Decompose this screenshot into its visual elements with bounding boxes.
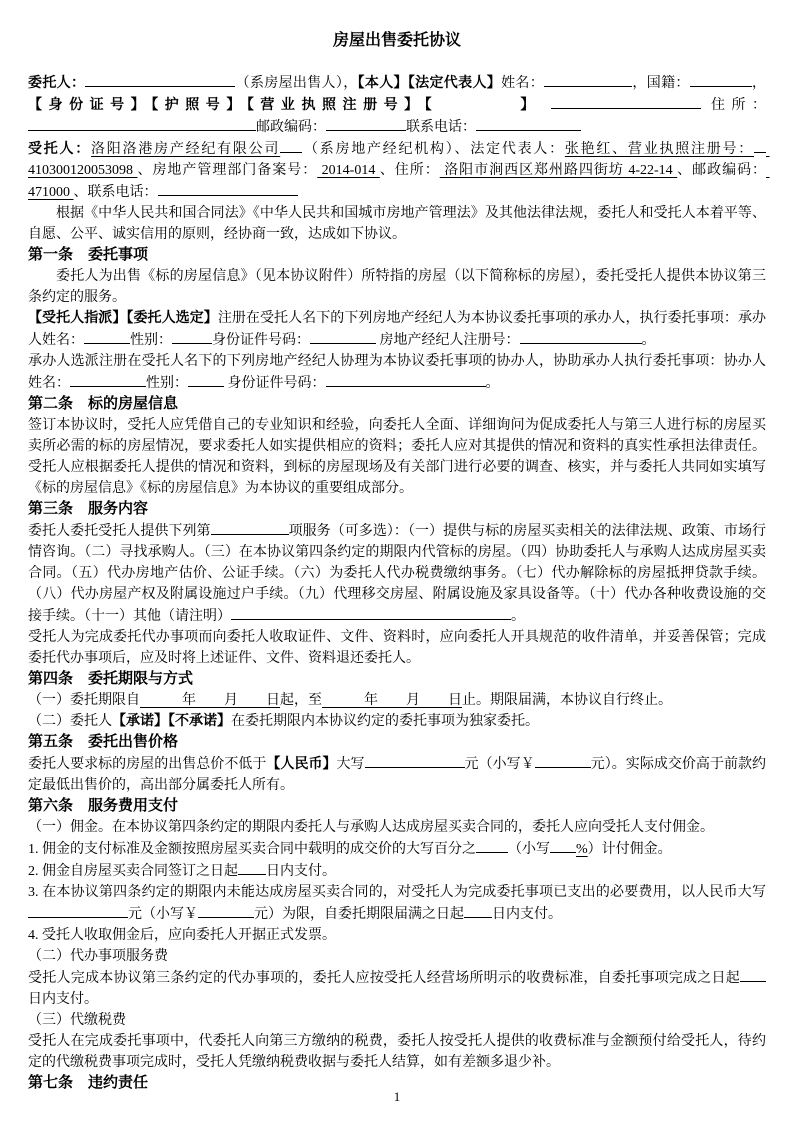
text-segment: 日内支付。 (28, 992, 98, 1007)
fill-in-blank (70, 372, 146, 387)
text-segment: 。 (511, 609, 525, 624)
fill-in-blank (520, 329, 642, 344)
document-body (28, 72, 770, 1094)
paragraph (28, 838, 766, 860)
text-segment: 元）为限，自委托期限届满之日起 (254, 907, 464, 922)
text-segment: 第六条 服务费用支付 (28, 798, 179, 814)
fill-in-blank (365, 753, 465, 768)
text-segment: 日内支付。 (492, 907, 562, 922)
paragraph (28, 753, 766, 796)
fill-in-blank (690, 72, 752, 87)
text-segment: 张艳红、营业执照注册号： (564, 142, 755, 157)
section-heading (28, 499, 766, 520)
text-segment: 性别： (146, 376, 188, 391)
text-segment: 邮政编码： (256, 120, 326, 135)
text-segment: 年 月 日 (140, 693, 280, 708)
paragraph (28, 711, 766, 732)
text-segment: （小写 (508, 842, 550, 857)
text-segment: ，国籍： (632, 76, 690, 91)
text-segment: 洛阳市涧西区郑州路四街坊 4-22-14 (439, 163, 678, 178)
document-title: 房屋出售委托协议 (332, 32, 461, 49)
text-segment: 元）。实际成交价高于前款约定最低出售价的，高出部分属委托人所有。 (28, 757, 767, 793)
paragraph (28, 308, 766, 351)
text-segment: 项服务（可多选）：（一）提供与标的房屋买卖相关的法律法规、政策、市场行情咨询。（二）寻找承购人。（三）在本协议第四条约定的期限内代管标的房屋。（四）协助委托人与承购人达成房屋买卖合同。（五）代办房地产估价、公证手续。（六）为委托人代办税费缴纳事务。（七）代办解除标的房屋抵押贷款手续。（八）代办房屋产权及附属设施过户手续。（九）代理移交房屋、附属设施及家具设备等。（十）代办各种收费设施的交接手续。（十一）其他（请注明） (28, 524, 767, 624)
section-heading (28, 394, 766, 415)
text-segment: 住所： (700, 98, 767, 113)
text-segment: 【身份证号】【护照号】【营业执照注册号】【 】 (28, 98, 541, 113)
fill-in-blank (326, 116, 406, 131)
section-heading (28, 796, 766, 817)
fill-in-blank (740, 967, 766, 982)
text-segment: 起，至 (280, 693, 322, 708)
text-segment: 受托人完成本协议第三条约定的代办事项的，委托人应按受托人经营场所明示的收费标准，自委托事项完成之日起 (28, 971, 740, 986)
text-segment: 。 (641, 333, 656, 348)
text-segment: 【人民币】 (266, 757, 337, 772)
text-segment: 4. 受托人收取佣金后，应向委托人开据正式发票。 (28, 928, 336, 943)
text-segment: 联系电话： (406, 120, 476, 135)
text-segment: （一）委托期限自 (28, 693, 140, 708)
text-segment: % (576, 842, 588, 857)
text-segment: ）计付佣金。 (587, 842, 672, 857)
text-segment: 洛阳洛港房产经纪有限公司 (91, 142, 281, 157)
paragraph (28, 925, 766, 946)
fill-in-blank (544, 72, 632, 87)
paragraph (28, 882, 766, 925)
fill-in-blank (535, 753, 591, 768)
paragraph (28, 203, 766, 245)
text-segment: （系房地产经纪机构）、法定代表人： (302, 142, 565, 157)
text-segment: 注册在受托人名下的下列房地产经纪人为本协议委托事项的承办人，执行委托事项：承办人姓名： (28, 311, 767, 348)
section-heading (28, 245, 766, 266)
text-segment: 大写 (336, 757, 365, 772)
paragraph (28, 415, 766, 499)
text-segment (541, 98, 551, 113)
fill-in-blank (198, 903, 254, 918)
text-segment: （二）委托人 (28, 714, 112, 729)
text-segment: 元（小写￥ (128, 907, 198, 922)
fill-in-blank (28, 116, 256, 131)
text-segment: 、邮政编码： (677, 163, 767, 178)
paragraph (28, 138, 770, 203)
text-segment: 承办人选派注册在受托人名下的下列房地产经纪人协理为本协议委托事项的协办人，协助承办人执行委托事项：协办人姓名： (28, 354, 766, 391)
paragraph (28, 967, 766, 1010)
paragraph (28, 946, 766, 967)
text-segment: （一）佣金。在本协议第四条约定的期限内委托人与承购人达成房屋买卖合同的，委托人应向受托人支付佣金。 (28, 820, 714, 835)
text-segment: 1. 佣金的支付标准及金额按照房屋买卖合同中载明的成交价的大写百分之 (28, 842, 476, 857)
text-segment: （系房屋出售人）， (235, 76, 358, 91)
fill-in-blank (188, 372, 224, 387)
page-number: 1 (393, 1089, 401, 1104)
text-segment: 。 (485, 376, 500, 391)
text-segment: 第四条 委托期限与方式 (28, 671, 194, 687)
text-segment: 471000 (28, 163, 770, 200)
paragraph (28, 266, 766, 308)
fill-in-blank (310, 329, 376, 344)
paragraph (28, 627, 766, 669)
text-segment: 【受托人指派】【委托人选定】 (28, 311, 218, 326)
fill-in-blank (476, 116, 581, 131)
paragraph (28, 860, 766, 882)
text-segment: 第五条 委托出售价格 (28, 734, 179, 750)
text-segment: 3. 在本协议第四条约定的期限内未能达成房屋买卖合同的，对受托人为完成委托事项已支出的必要费用，以人民币大写 (28, 885, 766, 900)
text-segment: 410300120053098 (28, 142, 770, 178)
fill-in-blank (28, 903, 128, 918)
text-segment: 身份证件号码： (212, 333, 310, 348)
fill-in-blank (754, 138, 766, 153)
text-segment: 受托人在完成委托事项中，代委托人向第三方缴纳的税费，委托人按受托人提供的收费标准与金额预付给受托人，待约定的代缴税费事项完成时，受托人凭缴纳税费收据与委托人结算，如有差额多退少补。 (28, 1034, 766, 1070)
text-segment: 委托人要求标的房屋的出售总价不低于 (28, 757, 267, 772)
text-segment: ， (751, 76, 767, 91)
text-segment: 元（小写￥ (464, 757, 535, 772)
fill-in-blank (326, 372, 486, 387)
text-segment: 房地产经纪人注册号： (376, 333, 520, 348)
text-segment: 第三条 服务内容 (28, 501, 149, 517)
text-segment: 委托人： (28, 76, 86, 91)
text-segment: 性别： (130, 333, 172, 348)
text-segment: 第二条 标的房屋信息 (28, 396, 179, 412)
fill-in-blank (172, 329, 212, 344)
text-segment: 签订本协议时，受托人应凭借自己的专业知识和经验，向委托人全面、详细询问为促成委托人与第三人进行标的房屋买卖所必需的标的房屋情况，要求委托人如实提供相应的资料；委托人应对其提供的情况和资料的真实性承担法律责任。受托人应根据委托人提供的情况和资料，到标的房屋现场及有关部门进行必要的调查、核实，并与委托人共同如实填写《标的房屋信息》《标的房屋信息》为本协议的重要组成部分。 (28, 418, 766, 496)
text-segment: 根据《中华人民共和国合同法》《中华人民共和国城市房地产管理法》及其他法律法规，委托人和受托人本着平等、自愿、公平、诚实信用的原则，经协商一致，达成如下协议。 (28, 206, 766, 242)
text-segment: 姓名： (501, 76, 545, 91)
text-segment: 第一条 委托事项 (28, 247, 149, 263)
fill-in-blank (476, 838, 508, 853)
fill-in-blank (85, 72, 235, 87)
text-segment: 2. 佣金自房屋买卖合同签订之日起 (28, 864, 238, 879)
text-segment: 受托人为完成委托代办事项而向委托人收取证件、文件、资料时，应向委托人开具规范的收件清单，并妥善保管；完成委托代办事项后，应及时将上述证件、文件、资料退还委托人。 (28, 630, 766, 666)
text-segment: 、联系电话： (73, 185, 158, 200)
paragraph (28, 520, 766, 627)
text-segment: 、房地产管理部门备案号： (137, 163, 318, 178)
section-heading (28, 732, 766, 753)
fill-in-blank (551, 94, 701, 109)
fill-in-blank (550, 838, 576, 853)
fill-in-blank (231, 605, 511, 620)
text-segment: （二）代办事项服务费 (28, 949, 168, 964)
fill-in-blank (84, 329, 130, 344)
text-segment: （三）代缴税费 (28, 1013, 126, 1028)
text-segment: 止。期限届满，本协议自行终止。 (462, 693, 672, 708)
text-segment: 委托人委托受托人提供下列第 (28, 524, 211, 539)
text-segment: 【本人】【法定代表人】 (357, 76, 502, 91)
text-segment: 2014-014 (317, 163, 380, 178)
text-segment: 在委托期限内本协议约定的委托事项为独家委托。 (231, 714, 539, 729)
fill-in-blank (464, 903, 492, 918)
text-segment: 受托人： (28, 142, 92, 157)
text-segment: 第七条 违约责任 (28, 1075, 149, 1091)
paragraph (28, 72, 766, 138)
text-segment: 日内支付。 (266, 864, 336, 879)
text-segment: 【承诺】【不承诺】 (112, 714, 231, 729)
text-segment: 年 月 日 (322, 693, 462, 708)
text-segment: 身份证件号码： (224, 376, 326, 391)
paragraph (28, 690, 766, 711)
text-segment: 、住所： (379, 163, 440, 178)
fill-in-blank (211, 520, 289, 535)
section-heading (28, 669, 766, 690)
fill-in-blank (280, 138, 302, 153)
paragraph (28, 1031, 766, 1073)
fill-in-blank (158, 181, 298, 196)
paragraph (28, 1010, 766, 1031)
paragraph (28, 351, 766, 394)
fill-in-blank (238, 860, 266, 875)
paragraph (28, 817, 766, 838)
text-segment: 委托人为出售《标的房屋信息》（见本协议附件）所特指的房屋（以下简称标的房屋），委托受托人提供本协议第三条约定的服务。 (28, 269, 766, 305)
